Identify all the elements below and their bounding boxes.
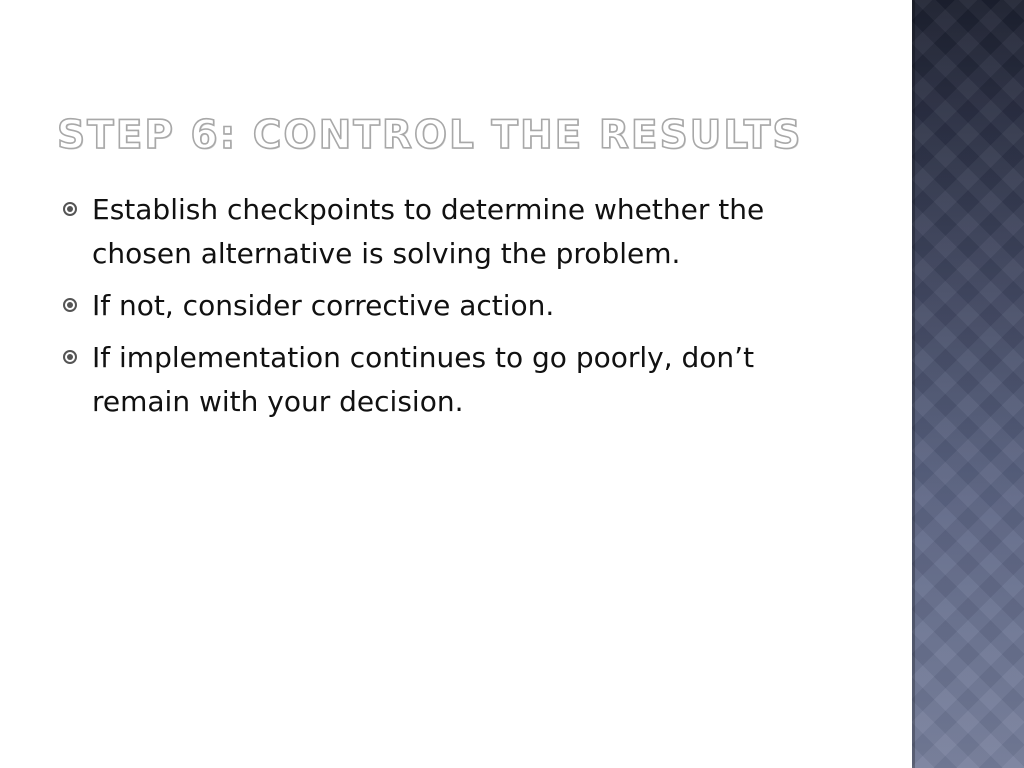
circled-dot-icon [63, 350, 77, 364]
decorative-side-panel [912, 0, 1024, 768]
side-panel-edge [912, 0, 915, 768]
circled-dot-icon [63, 202, 77, 216]
circled-dot-icon [63, 298, 77, 312]
bullet-text: Establish checkpoints to determine whether the chosen alternative is solving the problem. [92, 193, 765, 270]
bullet-item [62, 284, 852, 328]
bullet-text: If not, consider corrective action. [92, 289, 555, 322]
bullet-text: If implementation continues to go poorly, don’t remain with your decision. [92, 341, 755, 418]
bullet-item [62, 188, 852, 276]
bullet-list [62, 188, 852, 432]
slide-title: STEP 6: CONTROL THE RESULTS [57, 113, 803, 158]
bullet-item [62, 336, 852, 424]
